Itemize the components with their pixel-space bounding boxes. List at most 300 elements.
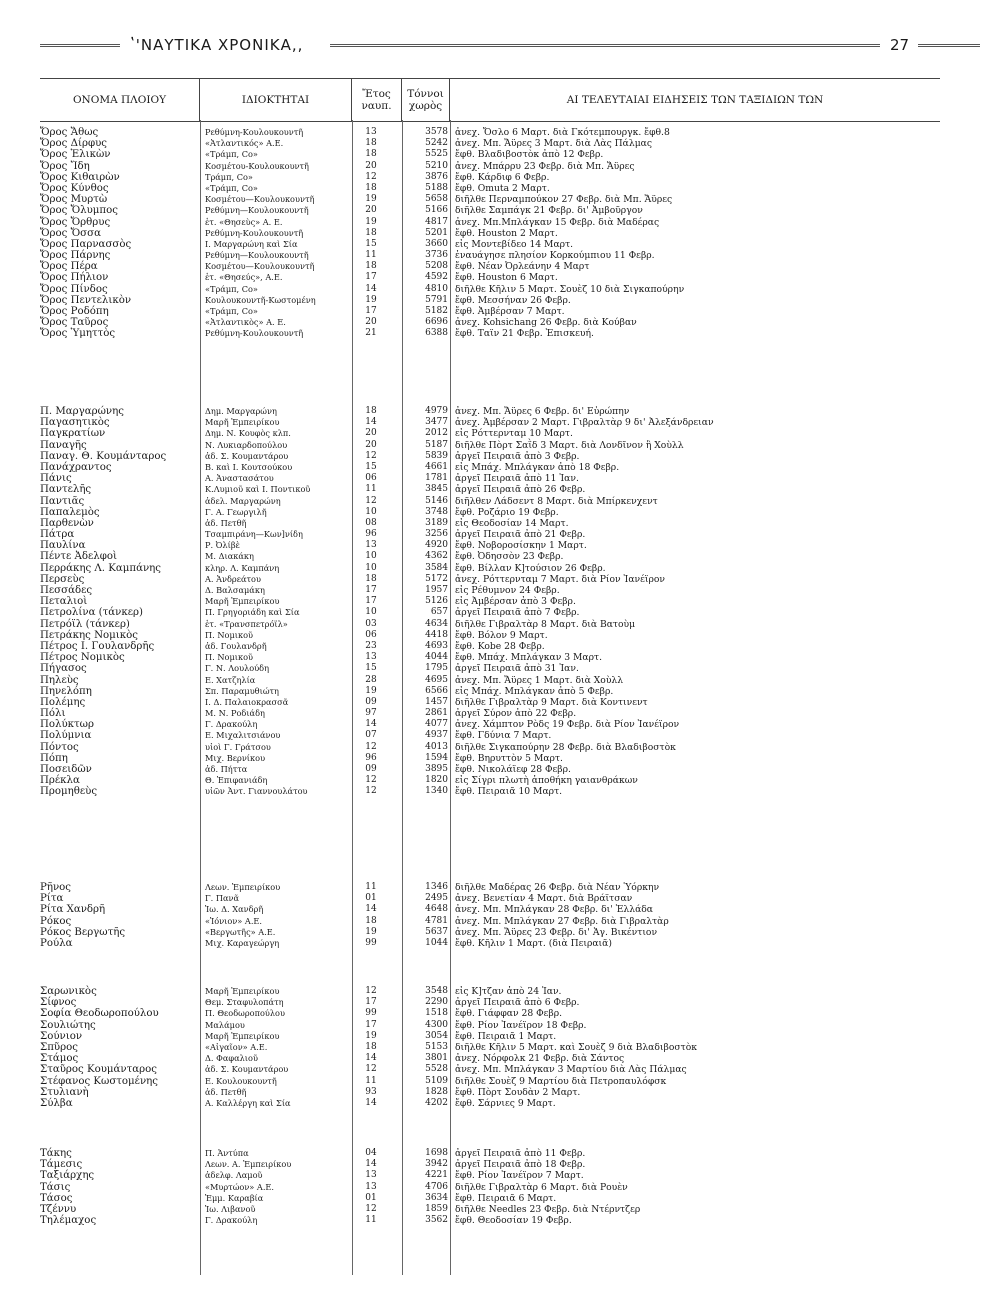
build-year: 12 bbox=[365, 1203, 377, 1214]
table-row bbox=[0, 295, 1000, 306]
tonnage: 5187 bbox=[425, 439, 448, 450]
ship-name: Τζέννυ bbox=[40, 1203, 77, 1215]
ship-name: Πόντος bbox=[40, 741, 79, 753]
owner-name: Δ. Βαλσαμάκη bbox=[205, 585, 265, 595]
build-year: 97 bbox=[365, 708, 377, 719]
owner-name: Τσαμπιράνη—Κων]νίδη bbox=[205, 529, 303, 540]
tonnage: 4221 bbox=[425, 1170, 448, 1181]
owner-name: Μιχ. Καραγεώργη bbox=[205, 937, 280, 948]
table-row bbox=[0, 228, 1000, 239]
ship-name: Πολέμης bbox=[40, 696, 86, 708]
tonnage: 1828 bbox=[425, 1086, 448, 1097]
voyage-news: ἔφθ. Houston 6 Μαρτ. bbox=[455, 272, 558, 284]
ship-name: Π. Μαργαρώνης bbox=[40, 406, 124, 417]
ship-name: Ὄρος Πήλιον bbox=[40, 272, 109, 284]
owner-name: Σπ. Παραμυθιώτη bbox=[205, 685, 279, 696]
tonnage: 3845 bbox=[425, 484, 448, 495]
ship-name: Πηλεὺς bbox=[40, 674, 79, 686]
build-year: 20 bbox=[365, 205, 377, 216]
owner-name: ἀδ. Πήττα bbox=[205, 764, 248, 774]
build-year: 19 bbox=[365, 294, 377, 305]
table-row bbox=[0, 261, 1000, 272]
owner-name: Ρ. Ὀλίβὲ bbox=[205, 540, 240, 551]
tonnage: 3634 bbox=[425, 1192, 448, 1203]
owner-name: Μ. Διακάκη bbox=[205, 551, 254, 562]
owner-name: υἱοὶ Γ. Γράτσου bbox=[205, 741, 271, 752]
build-year: 11 bbox=[365, 882, 377, 892]
table-row bbox=[0, 686, 1000, 697]
table-row bbox=[0, 986, 1000, 997]
table-row bbox=[0, 529, 1000, 540]
tonnage: 4693 bbox=[425, 640, 448, 651]
table-row bbox=[0, 927, 1000, 938]
ship-name: Σύλβα bbox=[40, 1097, 73, 1109]
tonnage: 4695 bbox=[425, 674, 448, 685]
build-year: 17 bbox=[365, 1019, 377, 1030]
voyage-news: ἔφθ. Κῆλιν 1 Μαρτ. (διὰ Πειραιᾶ) bbox=[455, 937, 612, 949]
table-row bbox=[0, 428, 1000, 439]
voyage-news: ἔφθ. Βλαδιβοστὸκ ἀπὸ 12 Φεβρ. bbox=[455, 149, 604, 161]
tonnage: 6696 bbox=[425, 317, 448, 328]
build-year: 01 bbox=[365, 1192, 377, 1203]
tonnage: 1820 bbox=[425, 775, 448, 786]
voyage-news: διῆλθε Needles 23 Φεβρ. διὰ Ντέρντζερ bbox=[455, 1203, 641, 1215]
voyage-news: ἔφθ. Βηρυττὸν 5 Μαρτ. bbox=[455, 752, 563, 764]
table-row bbox=[0, 719, 1000, 730]
column-header-owner: ΙΔΙΟΚΤΗΤΑΙ bbox=[200, 79, 352, 121]
voyage-news: διῆλθε Γιβραλτὰρ 8 Μαρτ. διὰ Βατοὺμ bbox=[455, 618, 636, 630]
ship-name: Παρθενὼν bbox=[40, 517, 94, 529]
table-row bbox=[0, 1053, 1000, 1064]
voyage-news: εἰς Μοντεβίδεο 14 Μαρτ. bbox=[455, 238, 574, 250]
build-year: 19 bbox=[365, 1030, 377, 1041]
table-row bbox=[0, 507, 1000, 518]
table-header bbox=[40, 78, 940, 122]
voyage-news: ἔφθ. Γδύνια 7 Μαρτ. bbox=[455, 730, 552, 742]
build-year: 96 bbox=[365, 529, 377, 540]
owner-name: ἀδ. Σ. Κουμαντάρου bbox=[205, 1064, 289, 1075]
ship-name: Τάσος bbox=[40, 1192, 73, 1204]
voyage-news: ἔφθ. Νοβοροσίσκην 1 Μαρτ. bbox=[455, 540, 587, 552]
voyage-news: ἔφθ. Πὸρτ Σουδὰν 2 Μαρτ. bbox=[455, 1086, 581, 1098]
owner-name: «Βεργωτῆς» Α.Ε. bbox=[205, 926, 276, 937]
build-year: 12 bbox=[365, 495, 377, 506]
build-year: 06 bbox=[365, 629, 377, 640]
table-row bbox=[0, 183, 1000, 194]
owner-name: κληρ. Λ. Καμπάνη bbox=[205, 562, 280, 573]
tonnage: 3477 bbox=[425, 417, 448, 428]
table-row bbox=[0, 1031, 1000, 1042]
voyage-news: εἰς Μπάχ. Μπλάγκαν ἀπὸ 5 Φεβρ. bbox=[455, 685, 614, 697]
voyage-news: ἀνεχ. Μπ. Μπλάγκαν 28 Φεβρ. δι' Ἑλλάδα bbox=[455, 904, 654, 916]
voyage-news: ἔφθ. Πειραιᾶ 1 Μαρτ. bbox=[455, 1030, 557, 1042]
build-year: 11 bbox=[365, 250, 377, 261]
tonnage: 4634 bbox=[425, 618, 448, 629]
tonnage: 3256 bbox=[425, 529, 448, 540]
owner-name: «Μυρτώον» Α.Ε. bbox=[205, 1181, 275, 1192]
tonnage: 4202 bbox=[425, 1097, 448, 1108]
tonnage: 5172 bbox=[425, 573, 448, 584]
voyage-news: εἰς Μπάχ. Μπλάγκαν ἀπὸ 18 Φεβρ. bbox=[455, 461, 620, 473]
owner-name: Μαλάμου bbox=[205, 1019, 245, 1030]
tonnage: 5528 bbox=[425, 1064, 448, 1075]
build-year: 19 bbox=[365, 216, 377, 227]
build-year: 15 bbox=[365, 461, 377, 472]
voyage-news: ἔφθ. Νικολάϊεφ 28 Φεβρ. bbox=[455, 764, 571, 775]
tonnage: 4810 bbox=[425, 283, 448, 294]
build-year: 18 bbox=[365, 1041, 377, 1052]
table-row bbox=[0, 697, 1000, 708]
table-row bbox=[0, 607, 1000, 618]
voyage-news: ἀργεῖ Πειραιᾶ ἀπὸ 11 Φεβρ. bbox=[455, 1148, 586, 1159]
voyage-news: ἀνεχ. Βενετίαν 4 Μαρτ. διὰ Βράϊτσαν bbox=[455, 893, 633, 905]
owner-name: ἑτ. «Τρανσπετρόϊλ» bbox=[205, 618, 288, 629]
tonnage: 1859 bbox=[425, 1203, 448, 1214]
table-row bbox=[0, 417, 1000, 428]
tonnage: 5208 bbox=[425, 261, 448, 272]
ship-name: Ταξιάρχης bbox=[40, 1170, 95, 1182]
tonnage: 3578 bbox=[425, 127, 448, 137]
voyage-news: ἀργεῖ Σύρον ἀπὸ 22 Φεβρ. bbox=[455, 708, 577, 720]
voyage-news: εἰς Ρόττερνταμ 10 Μαρτ. bbox=[455, 428, 573, 440]
ship-name: Ὄρος Κύνθος bbox=[40, 182, 109, 194]
build-year: 10 bbox=[365, 562, 377, 573]
voyage-news: ἀργεῖ Πειραιᾶ ἀπὸ 21 Φεβρ. bbox=[455, 529, 586, 541]
table-row bbox=[0, 730, 1000, 741]
tonnage: 4362 bbox=[425, 551, 448, 562]
table-row bbox=[0, 406, 1000, 417]
owner-name: Γ. Πανᾶ bbox=[205, 893, 240, 904]
voyage-news: ἔφθ. Γιάφφαν 28 Φεβρ. bbox=[455, 1008, 563, 1020]
ship-name: Πάνις bbox=[40, 473, 72, 485]
build-year: 19 bbox=[365, 926, 377, 937]
voyage-news: διῆλθε Σιγκαπούρην 28 Φεβρ. διὰ Βλαδιβοστὸκ bbox=[455, 741, 676, 753]
voyage-news: ἔφθ. Βίλλαν Κ]τούσιον 26 Φεβρ. bbox=[455, 562, 606, 574]
ship-name: Παπαλεμὸς bbox=[40, 506, 100, 518]
ship-name: Ποσειδῶν bbox=[40, 764, 92, 775]
table-row bbox=[0, 440, 1000, 451]
ship-name: Ρῆνος bbox=[40, 882, 71, 893]
voyage-news: ἀνεχ. Μπ. Μπλάγκαν 3 Μαρτίου διὰ Λὰς Πάλμας bbox=[455, 1064, 687, 1076]
build-year: 13 bbox=[365, 127, 377, 137]
owner-name: Α. Ἀναστασάτου bbox=[205, 473, 274, 484]
column-header-year: Ἔτος ναυπ. bbox=[352, 79, 402, 121]
owner-name: Μαρῆ Ἐμπειρίκου bbox=[205, 1030, 280, 1041]
table-row bbox=[0, 518, 1000, 529]
voyage-news: ἀργεῖ Πειραιᾶ ἀπὸ 26 Φεβρ. bbox=[455, 484, 586, 496]
ship-name: Ὄρος Ὑμηττὸς bbox=[40, 328, 116, 340]
owner-name: Π. Νομικοῦ bbox=[205, 652, 253, 663]
table-row bbox=[0, 272, 1000, 283]
ship-name: Ὄρος Ἴδη bbox=[40, 160, 90, 172]
ship-name: Σουλιώτης bbox=[40, 1019, 96, 1031]
build-year: 20 bbox=[365, 317, 377, 328]
owner-name: ἀδελφ. Λαμοῦ bbox=[205, 1170, 263, 1181]
owner-name: «Τράμπ, Co» bbox=[205, 283, 258, 294]
owner-name: Ρεθύμνη—Κουλουκουντῆ bbox=[205, 205, 309, 216]
table-row bbox=[0, 317, 1000, 328]
build-year: 14 bbox=[365, 283, 377, 294]
table-row bbox=[0, 451, 1000, 462]
ship-name: Σούνιον bbox=[40, 1030, 83, 1042]
ship-name: Ὄρος Ταῦρος bbox=[40, 317, 109, 329]
ship-name: Σταῦρος Κουμάνταρος bbox=[40, 1064, 157, 1076]
voyage-news: ἀνεχ. Μπάρρυ 23 Φεβρ. διὰ Μπ. Ἄϋρες bbox=[455, 160, 635, 172]
build-year: 10 bbox=[365, 607, 377, 618]
table-row bbox=[0, 284, 1000, 295]
ship-name: Σαρωνικὸς bbox=[40, 986, 97, 997]
tonnage: 1781 bbox=[425, 473, 448, 484]
owner-name: Μαρῆ Ἐμπειρίκου bbox=[205, 596, 280, 607]
build-year: 06 bbox=[365, 473, 377, 484]
voyage-news: διῆλθε Μαδέρας 26 Φεβρ. διὰ Νέαν Ὑόρκην bbox=[455, 882, 660, 893]
ship-name: Ὄρος Ἑλικὼν bbox=[40, 149, 111, 161]
voyage-news: ἀνεχ. Ρόττερνταμ 7 Μαρτ. διὰ Ρίον Ἰανέϊρον bbox=[455, 573, 665, 585]
voyage-news: ἀνεχ. Ἀμβέρσαν 2 Μαρτ. Γιβραλτὰρ 9 δι' Ἀλεξάνδρειαν bbox=[455, 417, 714, 429]
voyage-news: ἔφθ. Μπάχ. Μπλάγκαν 3 Μαρτ. bbox=[455, 652, 602, 664]
table-row bbox=[0, 239, 1000, 250]
tonnage: 5146 bbox=[425, 495, 448, 506]
table-row bbox=[0, 904, 1000, 915]
owner-name: ἀδ. Πετθῆ bbox=[205, 517, 247, 528]
tonnage: 5166 bbox=[425, 205, 448, 216]
voyage-news: ἔφθ. Κάρδιφ 6 Φεβρ. bbox=[455, 171, 550, 183]
ship-name: Πετρόϊλ (τάνκερ) bbox=[40, 618, 130, 630]
ship-name: Ρόκος Βεργωτῆς bbox=[40, 926, 126, 938]
tonnage: 1340 bbox=[425, 786, 448, 797]
build-year: 18 bbox=[365, 573, 377, 584]
build-year: 12 bbox=[365, 775, 377, 786]
ship-name: Σπῦρος bbox=[40, 1041, 78, 1053]
tonnage: 3736 bbox=[425, 250, 448, 261]
table-row bbox=[0, 1087, 1000, 1098]
ship-name: Πετρολίνα (τάνκερ) bbox=[40, 607, 143, 619]
table-row bbox=[0, 1215, 1000, 1226]
build-year: 20 bbox=[365, 160, 377, 171]
build-year: 23 bbox=[365, 640, 377, 651]
owner-name: Κουλουκουντῆ-Κωστομένη bbox=[205, 294, 316, 305]
build-year: 18 bbox=[365, 138, 377, 149]
owner-name: Ι. Δ. Παλαιοκρασσᾶ bbox=[205, 696, 289, 707]
table-row bbox=[0, 663, 1000, 674]
voyage-news: ἔφθ. Ροζάριο 19 Φεβρ. bbox=[455, 506, 559, 518]
owner-name: Τράμπ, Co» bbox=[205, 171, 253, 182]
owner-name: Π. Θεοδωροπούλου bbox=[205, 1008, 285, 1019]
ship-name: Πηνελόπη bbox=[40, 685, 92, 697]
table-row bbox=[0, 496, 1000, 507]
tonnage: 3189 bbox=[425, 517, 448, 528]
table-row bbox=[0, 916, 1000, 927]
voyage-news: ἀργεῖ Πειραιᾶ ἀπὸ 7 Φεβρ. bbox=[455, 607, 580, 619]
tonnage: 3660 bbox=[425, 238, 448, 249]
build-year: 18 bbox=[365, 182, 377, 193]
owner-name: ἀδελ. Μαργαρώνη bbox=[205, 495, 281, 506]
table-row bbox=[0, 1008, 1000, 1019]
ship-name: Πεταλιοὶ bbox=[40, 596, 88, 608]
table-row bbox=[0, 161, 1000, 172]
ship-name: Τάκης bbox=[40, 1148, 72, 1159]
tonnage: 5210 bbox=[425, 160, 448, 171]
owner-name: ἀδ. Σ. Κουμαντάρου bbox=[205, 450, 289, 461]
ship-name: Πόλι bbox=[40, 708, 66, 720]
table-row bbox=[0, 205, 1000, 216]
tonnage: 4044 bbox=[425, 652, 448, 663]
voyage-news: ἔφθ. Πειραιᾶ 6 Μαρτ. bbox=[455, 1192, 557, 1204]
voyage-news: ἀργεῖ Πειραιᾶ ἀπὸ 18 Φεβρ. bbox=[455, 1159, 586, 1171]
owner-name: Ρεθύμνη-Κουλουκουντῆ bbox=[205, 127, 304, 137]
ship-name: Ὄρος Ὄσσα bbox=[40, 227, 101, 239]
owner-name: ἀδ. Πετθῆ bbox=[205, 1086, 247, 1097]
tonnage: 2495 bbox=[425, 893, 448, 904]
voyage-news: εἰς Κ]τζαν ἀπὸ 24 Ἰαν. bbox=[455, 986, 562, 997]
table-row bbox=[0, 1076, 1000, 1087]
ship-name: Πάτρα bbox=[40, 529, 75, 541]
table-row bbox=[0, 1182, 1000, 1193]
ship-name: Παναγ. Θ. Κουμάνταρος bbox=[40, 450, 167, 462]
tonnage: 5126 bbox=[425, 596, 448, 607]
ship-name: Ὄρος Μυρτὼ bbox=[40, 194, 108, 206]
owner-name: Ι. Μαργαρώνη καὶ Σία bbox=[205, 238, 298, 249]
tonnage: 2861 bbox=[425, 708, 448, 719]
table-row bbox=[0, 328, 1000, 339]
owner-name: Κ.Λυμιοῦ καὶ Ι. Ποντικοῦ bbox=[205, 484, 311, 495]
ship-name: Πήγασος bbox=[40, 663, 87, 675]
voyage-news: ἀνεχ. Χάμπτον Ρὸδς 19 Φεβρ. διὰ Ρίον Ἰανέϊρον bbox=[455, 719, 680, 731]
table-row bbox=[0, 882, 1000, 893]
build-year: 10 bbox=[365, 551, 377, 562]
build-year: 17 bbox=[365, 585, 377, 595]
tonnage: 5525 bbox=[425, 149, 448, 160]
table-row bbox=[0, 938, 1000, 949]
voyage-news: ἀνεχ. Μπ. Ἄϋρες 1 Μαρτ. διὰ Χοὺλλ bbox=[455, 674, 624, 686]
table-row bbox=[0, 574, 1000, 585]
owner-name: Β. καὶ Ι. Κουτσούκου bbox=[205, 461, 293, 472]
voyage-news: διῆλθε Σουὲζ 9 Μαρτίου διὰ Πετροπαυλόφσκ bbox=[455, 1075, 667, 1087]
build-year: 12 bbox=[365, 786, 377, 797]
owner-name: Ε. Μιχαλιτσιάνου bbox=[205, 730, 281, 741]
ship-name: Ὄρος Ἄθως bbox=[40, 127, 99, 138]
voyage-news: ἔφθ. Σάρνιες 9 Μαρτ. bbox=[455, 1097, 556, 1109]
tonnage: 2290 bbox=[425, 997, 448, 1008]
build-year: 96 bbox=[365, 752, 377, 763]
ship-name: Ρούλα bbox=[40, 937, 73, 949]
ship-name: Ὄρος Παρνασσὸς bbox=[40, 238, 132, 250]
tonnage: 4661 bbox=[425, 461, 448, 472]
voyage-news: διῆλθε Σαμπάγκ 21 Φεβρ. δι' Ἀμβοῦργον bbox=[455, 205, 643, 217]
table-row bbox=[0, 641, 1000, 652]
tonnage: 4817 bbox=[425, 216, 448, 227]
ship-name: Περράκης Λ. Καμπάνης bbox=[40, 562, 161, 574]
table-row bbox=[0, 1159, 1000, 1170]
tonnage: 1698 bbox=[425, 1148, 448, 1158]
tonnage: 3548 bbox=[425, 986, 448, 996]
ship-name: Παναγῆς bbox=[40, 439, 87, 451]
build-year: 09 bbox=[365, 764, 377, 774]
build-year: 18 bbox=[365, 149, 377, 160]
voyage-news: ἔφθ. Ταϊν 21 Φεβρ. Ἐπισκευή. bbox=[455, 328, 594, 340]
owner-name: Ε. Κουλουκουντῆ bbox=[205, 1075, 277, 1086]
build-year: 12 bbox=[365, 1064, 377, 1075]
build-year: 14 bbox=[365, 904, 377, 915]
tonnage: 3801 bbox=[425, 1053, 448, 1064]
table-row bbox=[0, 764, 1000, 775]
build-year: 13 bbox=[365, 540, 377, 551]
tonnage: 1346 bbox=[425, 882, 448, 892]
owner-name: Λεων. Ἐμπειρίκου bbox=[205, 882, 281, 892]
voyage-news: ἀργεῖ Πειραιᾶ ἀπὸ 31 Ἰαν. bbox=[455, 663, 579, 675]
tonnage: 5658 bbox=[425, 194, 448, 205]
owner-name: Κοσμέτου—Κουλουκουντῆ bbox=[205, 194, 315, 205]
owner-name: Π. Ἀντύπα bbox=[205, 1148, 249, 1158]
tonnage: 4300 bbox=[425, 1019, 448, 1030]
build-year: 17 bbox=[365, 596, 377, 607]
ship-name: Παγκρατίων bbox=[40, 428, 106, 440]
tonnage: 4781 bbox=[425, 915, 448, 926]
voyage-news: διῆλθε Γιβραλτὰρ 6 Μαρτ. διὰ Ρουὲν bbox=[455, 1181, 628, 1193]
build-year: 12 bbox=[365, 986, 377, 996]
build-year: 17 bbox=[365, 272, 377, 283]
build-year: 15 bbox=[365, 238, 377, 249]
build-year: 19 bbox=[365, 685, 377, 696]
tonnage: 6566 bbox=[425, 685, 448, 696]
table-row bbox=[0, 775, 1000, 786]
build-year: 12 bbox=[365, 741, 377, 752]
table-row bbox=[0, 585, 1000, 596]
ship-name: Ρίτα bbox=[40, 893, 64, 905]
build-year: 14 bbox=[365, 1053, 377, 1064]
ship-name: Στυλιανὴ bbox=[40, 1086, 89, 1098]
ship-name: Παγασητικὸς bbox=[40, 417, 110, 429]
tonnage: 5201 bbox=[425, 227, 448, 238]
voyage-news: ἔφθ. Ρίον Ἰανέϊρον 18 Φεβρ. bbox=[455, 1019, 587, 1031]
voyage-news: ἐναυάγησε πλησίον Κορκούμπιου 11 Φεβρ. bbox=[455, 250, 655, 262]
page-header bbox=[40, 34, 940, 64]
ship-name: Στέφανος Κωστομένης bbox=[40, 1075, 158, 1087]
table-row bbox=[0, 1098, 1000, 1109]
ship-name: Ὄρος Πίνδος bbox=[40, 283, 108, 295]
build-year: 15 bbox=[365, 663, 377, 674]
tonnage: 3876 bbox=[425, 171, 448, 182]
tonnage: 1957 bbox=[425, 585, 448, 595]
table-row bbox=[0, 786, 1000, 797]
ship-name: Πανάχραντος bbox=[40, 461, 112, 473]
table-row bbox=[0, 753, 1000, 764]
table-row bbox=[0, 217, 1000, 228]
ship-name: Ὄρος Πάρνης bbox=[40, 250, 111, 262]
voyage-news: ἀνεχ. Νόρφολκ 21 Φεβρ. διὰ Σάντος bbox=[455, 1053, 625, 1065]
owner-name: Δημ. Ν. Κουφὸς κλπ. bbox=[205, 428, 291, 439]
build-year: 14 bbox=[365, 1159, 377, 1170]
table-row bbox=[0, 1042, 1000, 1053]
owner-name: Γ. Δρακούλη bbox=[205, 1215, 258, 1226]
ship-name: Σίφνος bbox=[40, 997, 77, 1009]
tonnage: 1594 bbox=[425, 752, 448, 763]
ship-group bbox=[0, 986, 1000, 1109]
table-row bbox=[0, 250, 1000, 261]
ship-name: Ὄρος Πέρα bbox=[40, 261, 98, 273]
table-row bbox=[0, 596, 1000, 607]
owner-name: Ἐμμ. Καραβία bbox=[205, 1192, 264, 1203]
voyage-news: διῆλθεν Λάδσεντ 8 Μαρτ. διὰ Μπίρκενχεντ bbox=[455, 495, 658, 507]
voyage-news: ἔφθ. Θεοδοσίαν 19 Φεβρ. bbox=[455, 1215, 572, 1227]
build-year: 20 bbox=[365, 428, 377, 439]
ship-group bbox=[0, 127, 1000, 340]
tonnage: 4592 bbox=[425, 272, 448, 283]
ship-name: Παυλίνα bbox=[40, 540, 86, 552]
tonnage: 5242 bbox=[425, 138, 448, 149]
voyage-news: ἀνεχ. Μπ. Μπλάγκαν 27 Φεβρ. διὰ Γιβραλτὰρ bbox=[455, 915, 669, 927]
tonnage: 1795 bbox=[425, 663, 448, 674]
